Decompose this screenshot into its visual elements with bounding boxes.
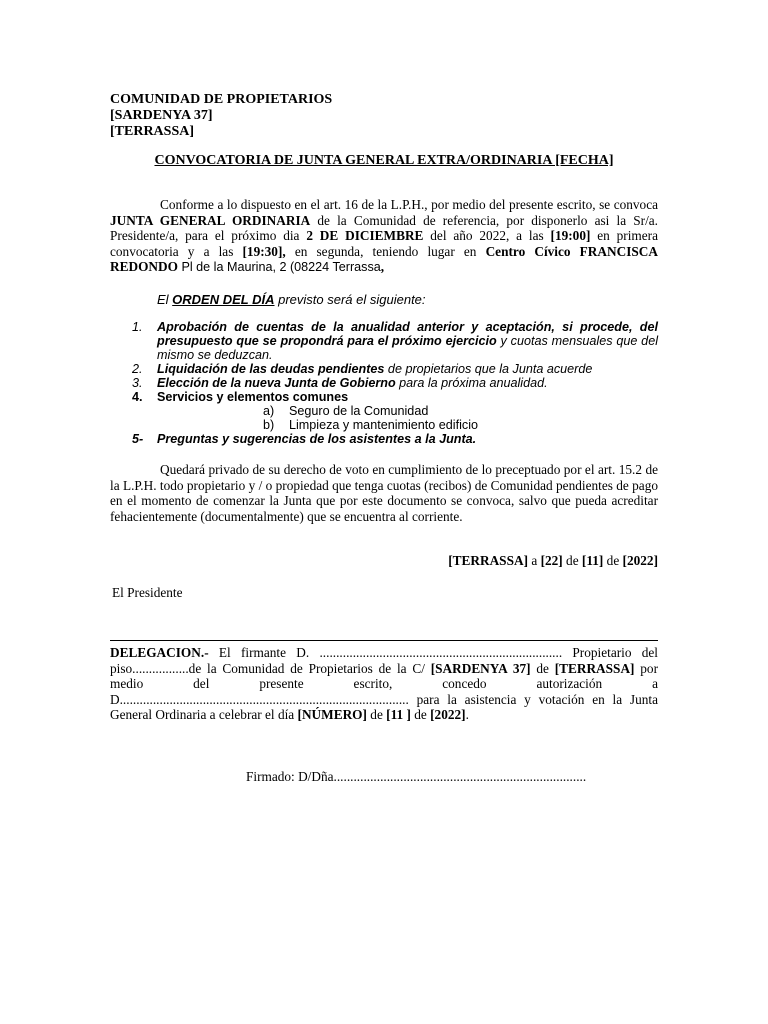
- item-number: 4.: [132, 390, 143, 404]
- intro-date: 2 DE DICIEMBRE: [306, 228, 424, 243]
- delegation-month: [11 ]: [386, 707, 411, 722]
- voting-text: Quedará privado de su derecho de voto en cumplimiento de lo preceptuado por el art. 15.2 de la L.P.H. todo propietario y / o propiedad que tenga cuotas (recibos) de Comunidad pendientes de pago en el momento de comenzar la Junta que por este documento se convoca, salvo que pueda acreditar fehacientemente (documentalmente) que se encuentra al corriente.: [110, 462, 658, 524]
- place-date: [448, 553, 658, 569]
- list-item: [110, 390, 658, 404]
- president-signature: El Presidente: [112, 585, 183, 600]
- date-sep: a: [528, 553, 541, 568]
- intro-time-first: [19:00]: [550, 228, 591, 243]
- voting-paragraph: [110, 462, 658, 524]
- delegation-text: .: [465, 707, 469, 722]
- sub-item: [110, 418, 658, 432]
- intro-paragraph: [110, 197, 658, 276]
- item-detail: y cuotas mensuales que del mismo se deduzcan.: [157, 334, 658, 362]
- item-title: Preguntas y sugerencias de los asistentes a la Junta.: [157, 432, 477, 446]
- item-title: Servicios y elementos comunes: [157, 390, 349, 404]
- item-number: 2.: [132, 362, 143, 376]
- delegation-paragraph: [110, 645, 658, 723]
- delegation-year: [2022]: [430, 707, 466, 722]
- delegation-text: de: [530, 660, 555, 676]
- delegation-street: [SARDENYA 37]: [430, 660, 531, 676]
- orden-pre: El: [157, 292, 173, 307]
- delegation-text: de: [410, 707, 431, 722]
- divider-line: [110, 640, 658, 641]
- list-item: [110, 376, 658, 390]
- intro-text: Conforme a lo dispuesto en el art. 16 de la L.P.H., por medio del presente escrito, se convoca: [160, 197, 658, 212]
- item-number: 3.: [132, 376, 143, 390]
- delegation-text: por medio del presente escrito, concedo autorización a D....................................................................................... para la asistencia y votación en la Junta General Ordinaria a celebrar el día: [110, 660, 658, 722]
- intro-junta: JUNTA GENERAL ORDINARIA: [110, 212, 311, 228]
- signed-line: Firmado: D/Dña............................................................................: [246, 769, 587, 784]
- date-month: [11]: [581, 553, 604, 568]
- sub-item-text: Limpieza y mantenimiento edificio: [289, 418, 478, 432]
- orden-intro: [157, 292, 426, 307]
- delegation-label: DELEGACION.-: [110, 645, 209, 660]
- date-sep: de: [603, 553, 623, 568]
- agenda-list: [110, 320, 658, 446]
- date-year: [2022]: [622, 553, 658, 568]
- intro-text: en primera convocatoria y a las: [110, 228, 659, 259]
- sub-item: [110, 404, 658, 418]
- header-community: COMUNIDAD DE PROPIETARIOS: [110, 92, 333, 107]
- item-title: Elección de la nueva Junta de Gobierno: [157, 376, 396, 390]
- intro-time-second: [19:30],: [242, 243, 286, 259]
- item-detail: para la próxima anualidad.: [395, 376, 548, 390]
- sub-item-letter: a): [263, 404, 275, 418]
- item-title: Aprobación de cuentas de la anualidad anterior y aceptación, si procede, del presupuesto que se propondrá para el próximo ejercicio: [157, 320, 658, 348]
- intro-text: del año 2022, a las: [423, 228, 551, 243]
- list-item: [110, 320, 658, 362]
- orden-post: previsto será el siguiente:: [274, 292, 426, 307]
- delegation-text: El firmante D. .........................................................................: [208, 645, 563, 660]
- item-number: 1.: [132, 320, 143, 334]
- delegation-city: [TERRASSA]: [554, 660, 635, 676]
- delegation-text: de: [366, 707, 387, 722]
- intro-text: de la Comunidad de referencia, por disponerlo asi la Sr/a. Presidente/a, para el próximo dia: [110, 212, 658, 243]
- intro-text: en segunda, teniendo lugar en: [285, 243, 486, 259]
- intro-address: Pl de la Maurina, 2 (08224 Terrassa: [177, 260, 381, 274]
- delegation-text: Propietario del piso.................de la Comunidad de Propietarios de la C/: [110, 645, 658, 676]
- date-day: [22]: [540, 553, 563, 568]
- list-item: [110, 362, 658, 376]
- intro-comma: ,: [380, 259, 385, 274]
- community-header: [110, 92, 332, 140]
- delegation-day: [NÚMERO]: [297, 707, 367, 722]
- list-item: [110, 432, 658, 446]
- item-number: 5-: [132, 432, 144, 446]
- item-title: Liquidación de las deudas pendientes: [157, 362, 385, 376]
- intro-venue: Centro Cívico FRANCISCA REDONDO: [110, 243, 658, 274]
- sub-item-text: Seguro de la Comunidad: [289, 404, 429, 418]
- date-sep: de: [562, 553, 582, 568]
- header-city: [TERRASSA]: [110, 124, 195, 139]
- document-title: CONVOCATORIA DE JUNTA GENERAL EXTRA/ORDINARIA [FECHA]: [154, 153, 614, 168]
- orden-heading: ORDEN DEL DÍA: [172, 292, 275, 307]
- item-detail: de propietarios que la Junta acuerde: [384, 362, 593, 376]
- sub-item-letter: b): [263, 418, 275, 432]
- header-street: [SARDENYA 37]: [110, 108, 213, 123]
- date-city: [TERRASSA]: [448, 553, 528, 568]
